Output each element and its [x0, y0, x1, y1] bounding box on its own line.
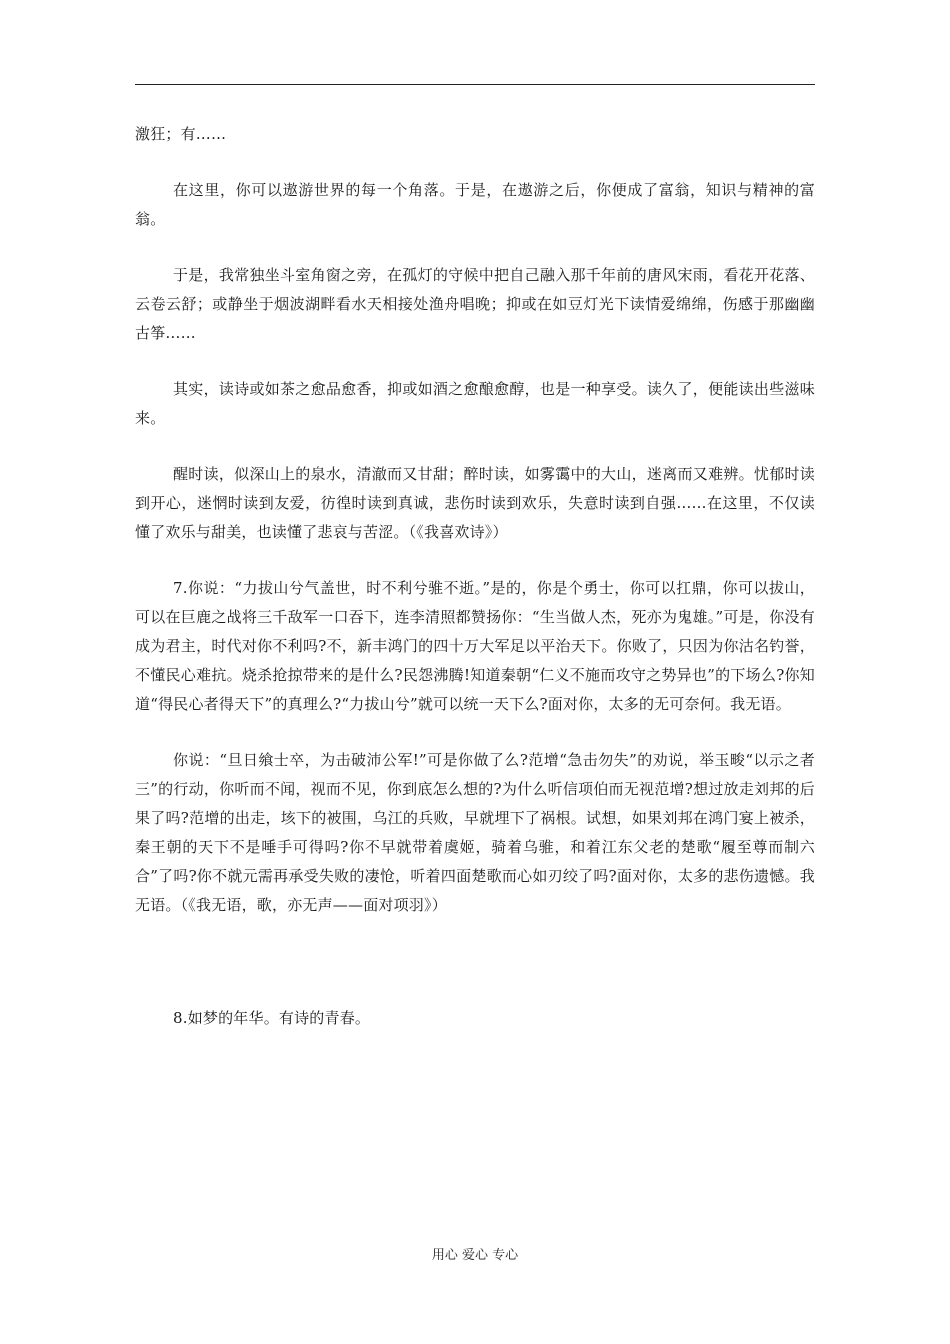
paragraph-item-8: 8.如梦的年华。有诗的青春。 [173, 1009, 371, 1027]
paragraph: 醒时读，似深山上的泉水，清澈而又甘甜；醉时读，如雾霭中的大山，迷离而又难辨。忧郁时读到开心，迷惘时读到友爱，彷徨时读到真诚，悲伤时读到欢乐，失意时读到自强……在这里，不仅读懂了欢乐与甜美，也读懂了悲哀与苦涩。（《我喜欢诗》） [135, 465, 815, 541]
paragraph-item-7: 7.你说：“力拔山兮气盖世，时不利兮骓不逝。”是的，你是个勇士，你可以扛鼎，你可以拔山，可以在巨鹿之战将三千敌军一口吞下，连李清照都赞扬你：“生当做人杰，死亦为鬼雄。”可是，你没有成为君主，时代对你不利吗?不，新丰鸿门的四十万大军足以平治天下。你败了，只因为你沽名钓誉，不懂民心难抗。烧杀抢掠带来的是什么?民怨沸腾!知道秦朝“仁义不施而攻守之势异也”的下场么?你知道“得民心者得天下”的真理么?“力拔山兮”就可以统一天下么?面对你，太多的无可奈何。我无语。 [135, 579, 815, 713]
paragraph: 其实，读诗或如茶之愈品愈香，抑或如酒之愈酿愈醇，也是一种享受。读久了，便能读出些滋味来。 [135, 380, 815, 427]
document-body [135, 120, 815, 1033]
page-footer: 用心 爱心 专心 [431, 1248, 519, 1263]
paragraph: 你说：“旦日飨士卒，为击破沛公军!”可是你做了么?范增“急击勿失”的劝说，举玉畯“以示之者三”的行动，你听而不闻，视而不见，你到底怎么想的?为什么听信项伯而无视范增?想过放走刘邦的后果了吗?范增的出走，垓下的被围，乌江的兵败，早就埋下了祸根。试想，如果刘邦在鸿门宴上被杀，秦王朝的天下不是唾手可得吗?你不早就带着虞姬，骑着乌骓，和着江东父老的楚歌“履至尊而制六合”了吗?你不就元需再承受失败的凄怆，听着四面楚歌而心如刃绞了吗?面对你，太多的悲伤遗憾。我无语。（《我无语，歌，亦无声——面对项羽》） [135, 751, 815, 914]
paragraph: 在这里，你可以遨游世界的每一个角落。于是，在遨游之后，你便成了富翁，知识与精神的富翁。 [135, 181, 815, 228]
paragraph-continuation: 激狂；有…… [135, 125, 227, 143]
header-rule [135, 84, 815, 85]
paragraph: 于是，我常独坐斗室角窗之旁，在孤灯的守候中把自己融入那千年前的唐风宋雨，看花开花落、云卷云舒；或静坐于烟波湖畔看水天相接处渔舟唱晚；抑或在如豆灯光下读情爱绵绵，伤感于那幽幽古筝…… [135, 266, 815, 342]
